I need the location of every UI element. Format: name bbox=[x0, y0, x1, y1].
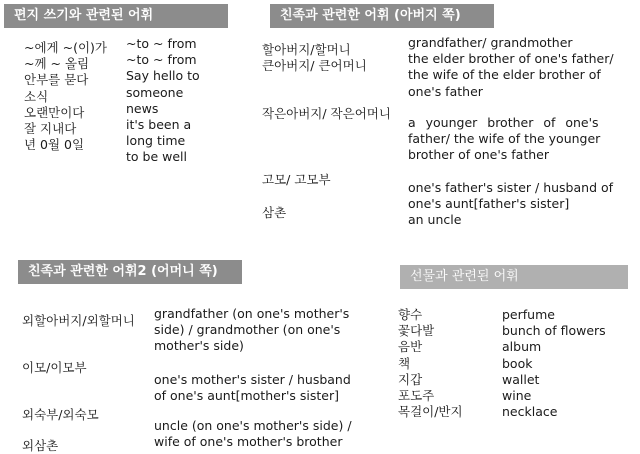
list-item: side) / grandmother (on one's bbox=[154, 322, 341, 338]
list-item: 안부를 묻다 bbox=[24, 72, 89, 88]
list-item: brother of one's father bbox=[408, 147, 549, 163]
letter-english-list bbox=[126, 36, 200, 166]
father-korean-4 bbox=[262, 205, 286, 221]
mother-english-1 bbox=[154, 306, 349, 355]
list-item: mother's side) bbox=[154, 338, 244, 354]
list-item: 삼촌 bbox=[262, 205, 287, 220]
mother-english-3 bbox=[154, 418, 352, 450]
list-item: of one's aunt[mother's sister] bbox=[154, 388, 339, 404]
list-item: 작은아버지/ 작은어머니 bbox=[262, 106, 391, 121]
father-english-3 bbox=[408, 180, 613, 229]
list-item: wine bbox=[502, 388, 532, 404]
list-item: 잘 지내다 bbox=[24, 121, 77, 137]
list-item: 책 bbox=[398, 355, 411, 371]
list-item: 향수 bbox=[398, 307, 423, 322]
list-item: it's been a bbox=[126, 117, 192, 133]
list-item: wife of one's mother's brother bbox=[154, 434, 343, 450]
list-item: 음반 bbox=[398, 339, 423, 355]
list-item: father/ the wife of the younger bbox=[408, 131, 601, 147]
mother-section-header: 친족과 관련한 어휘2 (어머니 쪽) bbox=[18, 260, 242, 284]
mother-korean-4 bbox=[22, 438, 58, 454]
mother-korean-1 bbox=[22, 313, 135, 329]
mother-english-2 bbox=[154, 372, 351, 404]
gifts-korean-list bbox=[398, 307, 463, 420]
list-item: book bbox=[502, 355, 533, 371]
list-item: grandfather/ grandmother bbox=[408, 35, 573, 50]
list-item: an uncle bbox=[408, 212, 462, 228]
father-section-header: 친족과 관련한 어휘 (아버지 쪽) bbox=[270, 4, 494, 28]
list-item: 고모/ 고모부 bbox=[262, 172, 331, 187]
list-item: perfume bbox=[502, 307, 555, 322]
father-english-1 bbox=[408, 35, 614, 100]
list-item: ~to ~ from bbox=[126, 36, 197, 51]
list-item: 할아버지/할머니 bbox=[262, 42, 351, 57]
list-item: 외삼촌 bbox=[22, 438, 59, 453]
list-item: ~to ~ from bbox=[126, 52, 197, 68]
list-item: one's father's sister / husband of bbox=[408, 180, 614, 195]
list-item: the elder brother of one's father/ bbox=[408, 51, 614, 67]
mother-korean-2 bbox=[22, 360, 87, 376]
letter-section-header: 편지 쓰기와 관련된 어휘 bbox=[4, 4, 228, 28]
list-item: someone bbox=[126, 84, 184, 100]
list-item: one's father bbox=[408, 83, 483, 99]
father-korean-2 bbox=[262, 106, 391, 122]
list-item: 포도주 bbox=[398, 388, 435, 404]
list-item: 목걸이/반지 bbox=[398, 404, 463, 420]
gifts-english-list bbox=[502, 307, 606, 420]
list-item: album bbox=[502, 339, 542, 355]
list-item: ~에게 ~(이)가 bbox=[24, 40, 107, 55]
list-item: long time bbox=[126, 133, 186, 149]
list-item: Say hello to bbox=[126, 68, 200, 84]
list-item: necklace bbox=[502, 404, 558, 420]
letter-korean-list bbox=[24, 40, 107, 153]
list-item: a younger brother of one's bbox=[408, 115, 599, 130]
list-item: 큰아버지/ 큰어머니 bbox=[262, 58, 367, 74]
list-item: uncle (on one's mother's side) / bbox=[154, 418, 352, 433]
list-item: 외할아버지/외할머니 bbox=[22, 313, 135, 328]
list-item: 년 0월 0일 bbox=[24, 137, 85, 153]
gifts-section-header: 선물과 관련된 어휘 bbox=[400, 265, 628, 289]
list-item: news bbox=[126, 100, 159, 116]
list-item: to be well bbox=[126, 149, 187, 165]
list-item: 소식 bbox=[24, 88, 49, 104]
list-item: bunch of flowers bbox=[502, 323, 606, 339]
father-english-2 bbox=[408, 115, 622, 164]
father-korean-1 bbox=[262, 42, 367, 74]
list-item: 외숙부/외숙모 bbox=[22, 407, 99, 422]
list-item: grandfather (on one's mother's bbox=[154, 306, 350, 321]
list-item: 꽃다발 bbox=[398, 323, 435, 339]
list-item: one's aunt[father's sister] bbox=[408, 196, 570, 212]
father-korean-3 bbox=[262, 172, 331, 188]
list-item: the wife of the elder brother of bbox=[408, 67, 601, 83]
list-item: one's mother's sister / husband bbox=[154, 372, 351, 387]
list-item: wallet bbox=[502, 371, 540, 387]
list-item: 이모/이모부 bbox=[22, 360, 87, 375]
list-item: ~께 ~ 올림 bbox=[24, 56, 90, 72]
list-item: 지갑 bbox=[398, 371, 423, 387]
list-item: 오랜만이다 bbox=[24, 104, 85, 120]
mother-korean-3 bbox=[22, 407, 99, 423]
